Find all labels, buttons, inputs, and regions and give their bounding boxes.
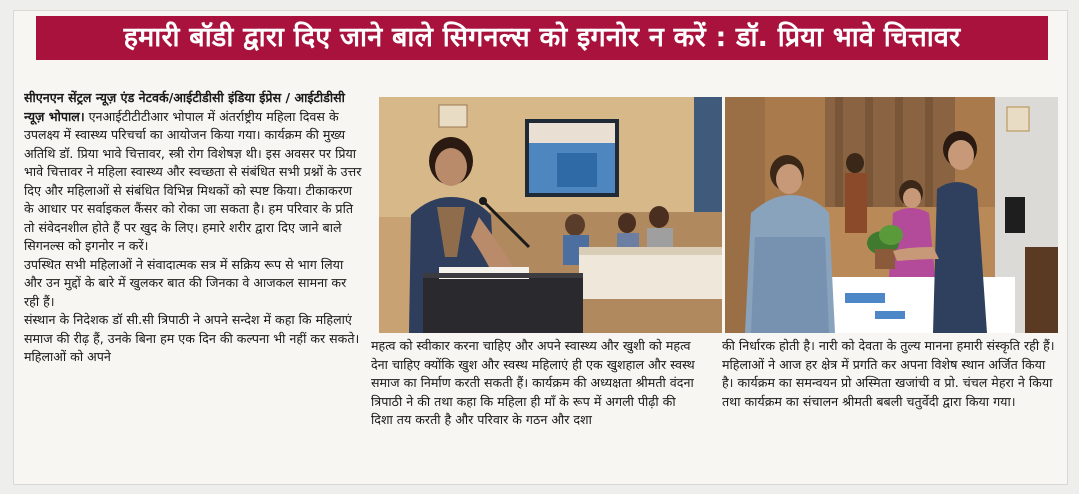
paragraph-1-body: एनआईटीटीटीआर भोपाल में अंतर्राष्ट्रीय महिला दिवस के उपलक्ष्य में स्वास्थ्य परिचर्चा का आयोजन किया गया। कार्यक्रम की मुख्य अतिथि डॉ. प्रिया भावे चित्तावर, स्त्री रोग विशेषज्ञ थी। इस अवसर पर प्रिया भावे चित्तावर ने महिला स्वास्थ्य और स्वच्छता से संबंधित सभी प्रश्नों के उत्तर दिए और महिलाओं से संबंधित विभिन्न मिथकों को स्पष्ट किया। टीकाकरण के आधार पर सर्वाइकल कैंसर को रोका जा सकता है। हम परिवार के प्रति तो संवेदनशील होते हैं पर खुद के लिए। हमारे शरीर द्वारा दिए जाने बाले सिगनल्स को इगनोर न करें।: [24, 108, 362, 253]
article-paragraph-2: उपस्थित सभी महिलाओं ने संवादात्मक सत्र में सक्रिय रूप से भाग लिया और उन मुद्दों के बारे में खुलकर बात की जिनका वे आजकल सामना कर रही हैं।: [24, 256, 347, 309]
article-paragraph-5: की निर्धारक होती है। नारी को देवता के तुल्य मानना हमारी संस्कृति रही हैं। महिलाओं ने आज हर क्षेत्र में प्रगति कर अपना विशेष स्थान अर्जित किया है। कार्यक्रम का समन्वयन प्रो अस्मिता खजांची व प्रो. चंचल मेहरा ने किया तथा कार्यक्रम का संचालन श्रीमती बबली चतुर्वेदी द्वारा किया गया।: [722, 338, 1055, 409]
newspaper-clipping: [13, 10, 1068, 485]
article-paragraph-1: [24, 89, 364, 256]
article-paragraph-4: महत्व को स्वीकार करना चाहिए और अपने स्वास्थ्य और खुशी को महत्व देना चाहिए क्योंकि खुश और स्वस्थ महिलाएं ही एक खुशहाल और स्वस्थ समाज का निर्माण करती सकती हैं। कार्यक्रम की अध्यक्षता श्रीमती वंदना त्रिपाठी ने की तथा कहा कि महिला ही माँ के रूप में अगली पीढ़ी की दिशा तय करती है और परिवार के गठन और दशा: [371, 338, 695, 427]
article-paragraph-3: संस्थान के निदेशक डॉ सी.सी त्रिपाठी ने अपने सन्देश में कहा कि महिलाएं समाज की रीढ़ हैं, उनके बिना हम एक दिन की कल्पना भी नहीं कर सकते। महिलाओं को अपने: [24, 312, 360, 364]
article-column-1: [24, 89, 364, 481]
article-column-2: [371, 337, 701, 482]
article-column-3: [722, 337, 1058, 482]
headline: हमारी बॉडी द्वारा दिए जाने बाले सिगनल्स को इगनोर न करें : डॉ. प्रिया भावे चित्तावर: [36, 16, 1048, 60]
photo-plant-presentation: [725, 97, 1058, 333]
photo-speaker-at-podium: [379, 97, 722, 333]
photo-speaker-illustration: [379, 97, 722, 333]
dateline: सीएनएन सेंट्रल न्यूज़ एंड नेटवर्क/आईटीडीसी इंडिया ईप्रेस / आईटीडीसी न्यूज़ भोपाल।: [24, 90, 345, 124]
photo-presentation-illustration: [725, 97, 1058, 333]
